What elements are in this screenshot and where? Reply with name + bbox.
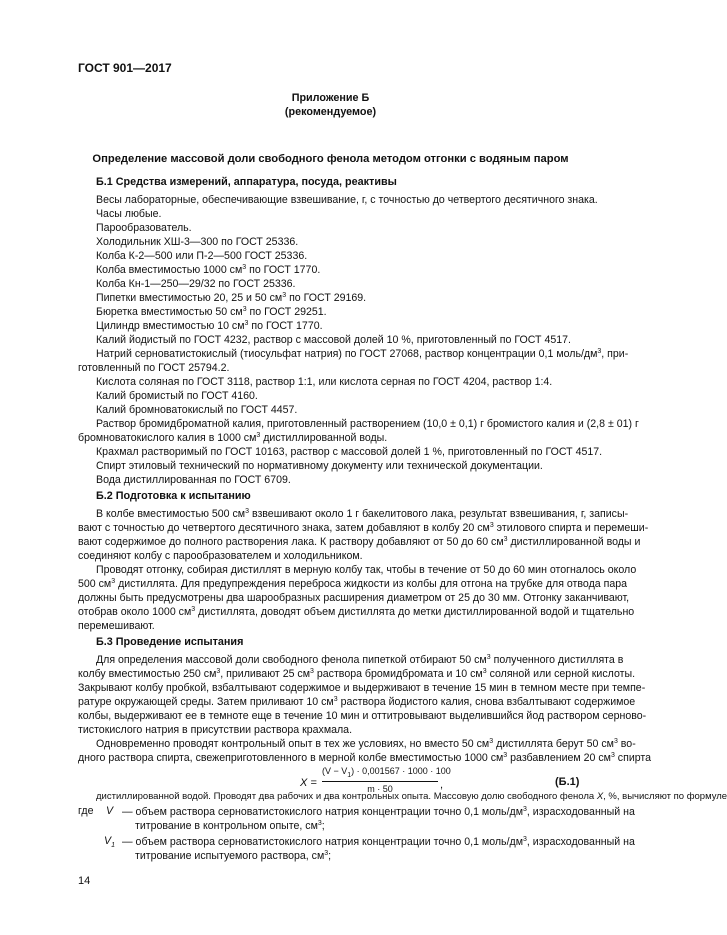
formula-comma: , bbox=[440, 779, 444, 791]
text-line: вают с точностью до четвертого десятичного знака, затем добавляют в колбу 20 $см^3$ этилового спирта и перемеши- bbox=[78, 522, 649, 534]
text-line: Калий бромноватокислый по ГОСТ 4457. bbox=[96, 404, 298, 416]
text-line: ратуре окружающей среды. Затем приливают 10 $см^3$ раствора йодистого калия, снова взбалтывают содержимое bbox=[78, 696, 636, 708]
text-line: Кислота соляная по ГОСТ 3118, раствор 1:1, или кислота серная по ГОСТ 4204, раствор 1:4. bbox=[96, 376, 553, 388]
text-line: Спирт этиловый технический по нормативному документу или технической документации. bbox=[96, 460, 543, 472]
text-line: Колба вместимостью 1000 $см^3$ по ГОСТ 1770. bbox=[96, 264, 321, 276]
definition-v1-cont: титрование испытуемого раствора, $см^3$; bbox=[135, 850, 332, 862]
formula-b1 bbox=[0, 763, 661, 807]
text-line: Парообразователь. bbox=[96, 222, 192, 234]
page-number: 14 bbox=[78, 875, 91, 887]
text-line: должны быть предусмотрены два шарообразных расширения диаметром от 25 до 30 мм. Отгонку заканчивают, bbox=[78, 592, 630, 604]
section-b1-title: Б.1 Средства измерений, аппаратура, посуда, реактивы bbox=[96, 176, 397, 188]
text-line: Натрий серноватистокислый (тиосульфат натрия) по ГОСТ 27068, раствор концентрации 0,1 моль/$дм^3$, при- bbox=[96, 348, 629, 360]
text-line: готовленный по ГОСТ 25794.2. bbox=[78, 362, 230, 374]
text-line: перемешивают. bbox=[78, 620, 155, 632]
text-line: колбу вместимостью 250 $см^3$, приливают 25 $см^3$ раствора бромидбромата и 10 $см^3$ соляной или серной кислоты. bbox=[78, 668, 636, 680]
text-line: Холодильник ХШ-3—300 по ГОСТ 25336. bbox=[96, 236, 299, 248]
section-b2-title: Б.2 Подготовка к испытанию bbox=[96, 490, 251, 502]
appendix-subtitle: (рекомендуемое) bbox=[284, 106, 377, 118]
text-line: Колба К-2—500 или П-2—500 ГОСТ 25336. bbox=[96, 250, 308, 262]
appendix-title: Приложение Б bbox=[291, 92, 370, 104]
formula-lhs: X = bbox=[300, 777, 317, 789]
formula-numerator: $(V - V_1) \cdot 0,001567 \cdot 1000 \cdot 100$ bbox=[322, 766, 438, 782]
text-line: дистиллированной водой. Проводят два рабочих и два контрольных опыта. Массовую долю свободного фенола X, %, вычисляют по формуле bbox=[96, 791, 727, 802]
text-line: Одновременно проводят контрольный опыт в тех же условиях, но вместо 50 $см^3$ дистиллята берут 50 $см^3$ во- bbox=[96, 738, 636, 750]
text-line: Весы лабораторные, обеспечивающие взвешивание, г, с точностью до четвертого десятичного знака. bbox=[96, 194, 598, 206]
text-line: колбы, выдерживают ее в темноте еще в течение 10 мин и оттитровывают выделившийся йод раствором серново- bbox=[78, 710, 647, 722]
method-title: Определение массовой доли свободного фенола методом отгонки с водяным паром bbox=[92, 153, 569, 165]
where-word: где bbox=[78, 805, 94, 817]
symbol-v: V bbox=[106, 805, 114, 817]
section-b3-title: Б.3 Проведение испытания bbox=[96, 636, 244, 648]
text-line: Вода дистиллированная по ГОСТ 6709. bbox=[96, 474, 291, 486]
text-line: отобрав около 1000 $см^3$ дистиллята, доводят объем дистиллята до метки дистиллированной водой и тщательно bbox=[78, 606, 635, 618]
text-line: Раствор бромидброматной калия, приготовленный растворением (10,0 ± 0,1) г бромистого калия и (2,8 ± 01) г bbox=[96, 418, 639, 430]
text-line: соединяют колбу с парообразователем и холодильником. bbox=[78, 550, 363, 562]
text-line: Крахмал растворимый по ГОСТ 10163, раствор с массовой долей 1 %, приготовленный по ГОСТ 4517. bbox=[96, 446, 603, 458]
text-line: Колба Кн-1—250—29/32 по ГОСТ 25336. bbox=[96, 278, 296, 290]
text-line: вают содержимое до полного растворения лака. К раствору добавляют от 50 до 60 $см^3$ дистиллированной воды и bbox=[78, 536, 641, 548]
text-line: бромноватокислого калия в 1000 $см^3$ дистиллированной воды. bbox=[78, 432, 388, 444]
definition-v: — объем раствора серноватистокислого натрия концентрации точно 0,1 моль/$дм^3$, израсходованный на bbox=[122, 806, 635, 818]
text-line: Цилиндр вместимостью 10 $см^3$ по ГОСТ 1770. bbox=[96, 320, 323, 332]
formula-number: (Б.1) bbox=[555, 776, 580, 788]
text-line: Калий йодистый по ГОСТ 4232, раствор с массовой долей 10 %, приготовленный по ГОСТ 4517. bbox=[96, 334, 571, 346]
text-line: Калий бромистый по ГОСТ 4160. bbox=[96, 390, 258, 402]
definition-v-cont: титрование в контрольном опыте, $см^3$; bbox=[135, 820, 325, 832]
symbol-v1: $V_1$ bbox=[104, 835, 115, 850]
text-line: Часы любые. bbox=[96, 208, 162, 220]
formula-denominator: m · 50 bbox=[367, 783, 393, 794]
text-line: 500 $см^3$ дистиллята. Для предупреждения переброса жидкости из колбы для отгона на трубке для отвода пара bbox=[78, 578, 627, 590]
document-header: ГОСТ 901—2017 bbox=[78, 61, 172, 75]
formula-fraction bbox=[322, 766, 451, 794]
text-line: Проводят отгонку, собирая дистиллят в мерную колбу так, чтобы в течение от 50 до 60 мин отогналось около bbox=[96, 564, 637, 576]
definition-v1: — объем раствора серноватистокислого натрия концентрации точно 0,1 моль/$дм^3$, израсходованный на bbox=[122, 836, 635, 848]
text-line: Закрывают колбу пробкой, взбалтывают содержимое и выдерживают в течение 15 мин в темном месте при темпе- bbox=[78, 682, 646, 694]
text-line: В колбе вместимостью 500 $см^3$ взвешивают около 1 г бакелитового лака, результат взвешивания, г, записы- bbox=[96, 508, 629, 520]
text-line: Бюретка вместимостью 50 $см^3$ по ГОСТ 29251. bbox=[96, 306, 327, 318]
text-line: тистокислого натрия в присутствии раствора крахмала. bbox=[78, 724, 353, 736]
text-line: дного раствора спирта, свежеприготовленного в мерной колбе вместимостью 1000 $см^3$ разбавлением 20 $см^3$ спирта bbox=[78, 752, 652, 764]
text-line: Пипетки вместимостью 20, 25 и 50 $см^3$ по ГОСТ 29169. bbox=[96, 292, 367, 304]
text-line: Для определения массовой доли свободного фенола пипеткой отбирают 50 $см^3$ полученного дистиллята в bbox=[96, 654, 624, 666]
